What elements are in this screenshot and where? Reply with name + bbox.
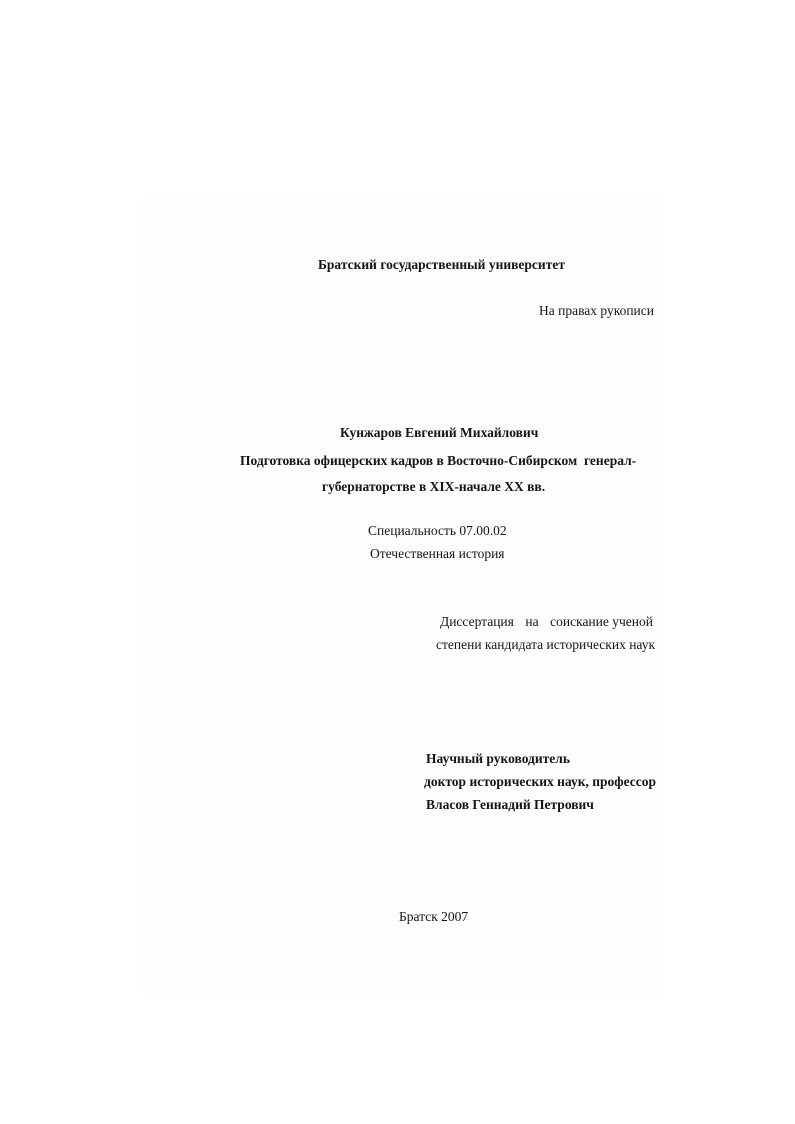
university-name: Братский государственный университет	[318, 257, 565, 272]
dissertation-title-line-1: Подготовка офицерских кадров в Восточно-Сибирском генерал-	[240, 453, 637, 468]
advisor-degree: доктор исторических наук, профессор	[424, 774, 657, 789]
dissertation-word-3: соискание ученой	[550, 614, 653, 629]
author-name: Кунжаров Евгений Михайлович	[340, 425, 539, 440]
specialty-code: Специальность 07.00.02	[368, 523, 507, 538]
dissertation-note-line-1	[440, 613, 653, 631]
dissertation-note-line-2: степени кандидата исторических наук	[436, 637, 656, 652]
advisor-name: Власов Геннадий Петрович	[426, 797, 594, 812]
dissertation-word-2: на	[525, 614, 539, 629]
city-year: Братск 2007	[399, 909, 469, 924]
manuscript-note: На правах рукописи	[538, 303, 654, 318]
dissertation-word-1: Диссертация	[440, 614, 514, 629]
specialty-name: Отечественная история	[370, 546, 505, 561]
advisor-label: Научный руководитель	[426, 751, 570, 766]
dissertation-title-line-2: губернаторстве в XIX-начале XX вв.	[322, 479, 546, 494]
